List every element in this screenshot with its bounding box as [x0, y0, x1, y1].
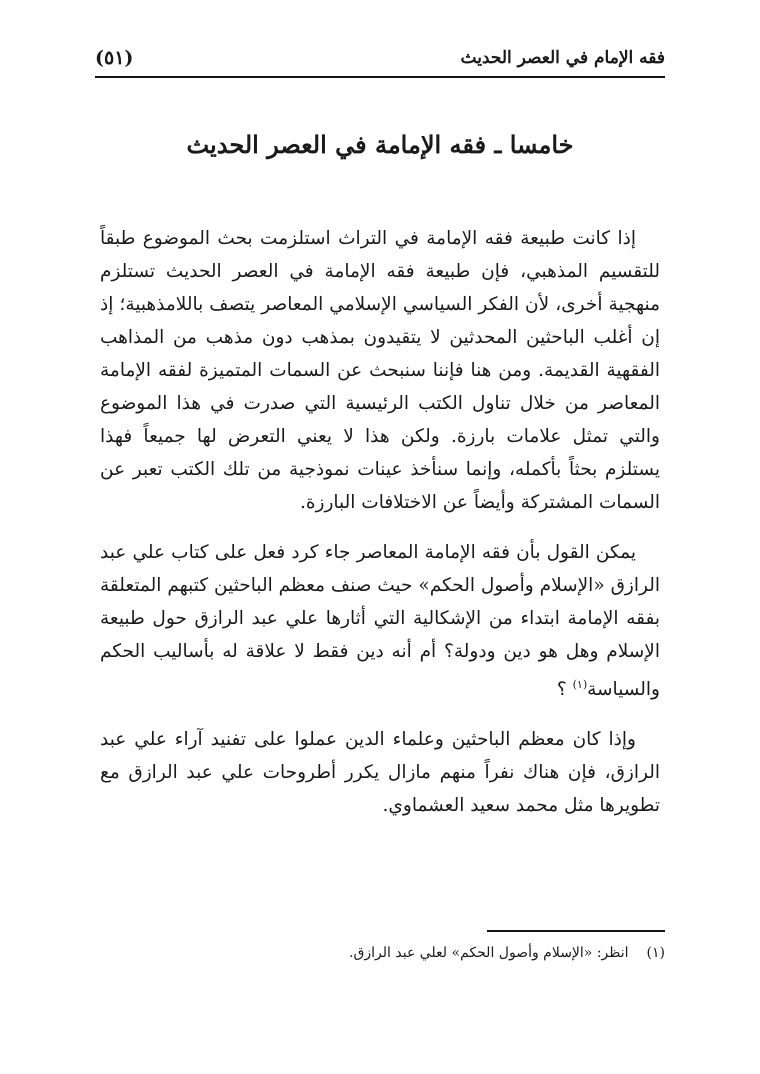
- running-title: فقه الإمام في العصر الحديث: [460, 48, 665, 68]
- paragraph-2-end: ؟: [556, 679, 573, 701]
- footnote-divider: [487, 930, 665, 932]
- footnote-number: (١): [646, 945, 665, 961]
- footnote: [95, 941, 665, 965]
- footnote-text: انظر: «الإسلام وأصول الحكم» لعلي عبد الرازق.: [349, 945, 629, 961]
- paragraph-2-text: يمكن القول بأن فقه الإمامة المعاصر جاء كرد فعل على كتاب علي عبد الرازق «الإسلام وأصول الحكم» حيث صنف معظم الباحثين كتبهم المتعلقة بفقه الإمامة ابتداء من الإشكالية التي أثارها علي عبد الرازق حول طبيعة الإسلام وهل هو دين ودولة؟ أم أنه دين فقط لا علاقة له بأساليب الحكم والسياسة: [100, 542, 660, 701]
- page-number: (٥١): [95, 47, 134, 69]
- paragraph-1: إذا كانت طبيعة فقه الإمامة في التراث استلزمت بحث الموضوع طبقاً للتقسيم المذهبي، فإن طبيعة فقه الإمامة في العصر الحديث تستلزم منهجية أخرى، لأن الفكر السياسي الإسلامي المعاصر يتصف باللامذهبية؛ إذ إن أغلب الباحثين المحدثين لا يتقيدون بمذهب دون مذهب من المذاهب الفقهية القديمة. ومن هنا فإننا سنبحث عن السمات المتميزة لفقه الإمامة المعاصر من خلال تناول الكتب الرئيسية التي صدرت في هذا الموضوع والتي تمثل علامات بارزة. ولكن هذا لا يعني التعرض لها جميعاً فهذا يستلزم بحثاً بأكمله، وإنما سنأخذ عينات نموذجية من تلك الكتب تعبر عن السمات المشتركة وأيضاً عن الاختلافات البارزة.: [100, 228, 660, 513]
- paragraph-2: [100, 536, 660, 706]
- section-title: خامسا ـ فقه الإمامة في العصر الحديث: [186, 130, 574, 159]
- paragraph-3: وإذا كان معظم الباحثين وعلماء الدين عملوا على تفنيد آراء علي عبد الرازق، فإن هناك نفراً منهم مازال يكرر أطروحات علي عبد الرازق مع تطويرها مثل محمد سعيد العشماوي.: [100, 729, 660, 817]
- body-text: [100, 222, 660, 839]
- footnote-reference: (١): [572, 678, 588, 691]
- running-header: [95, 40, 665, 78]
